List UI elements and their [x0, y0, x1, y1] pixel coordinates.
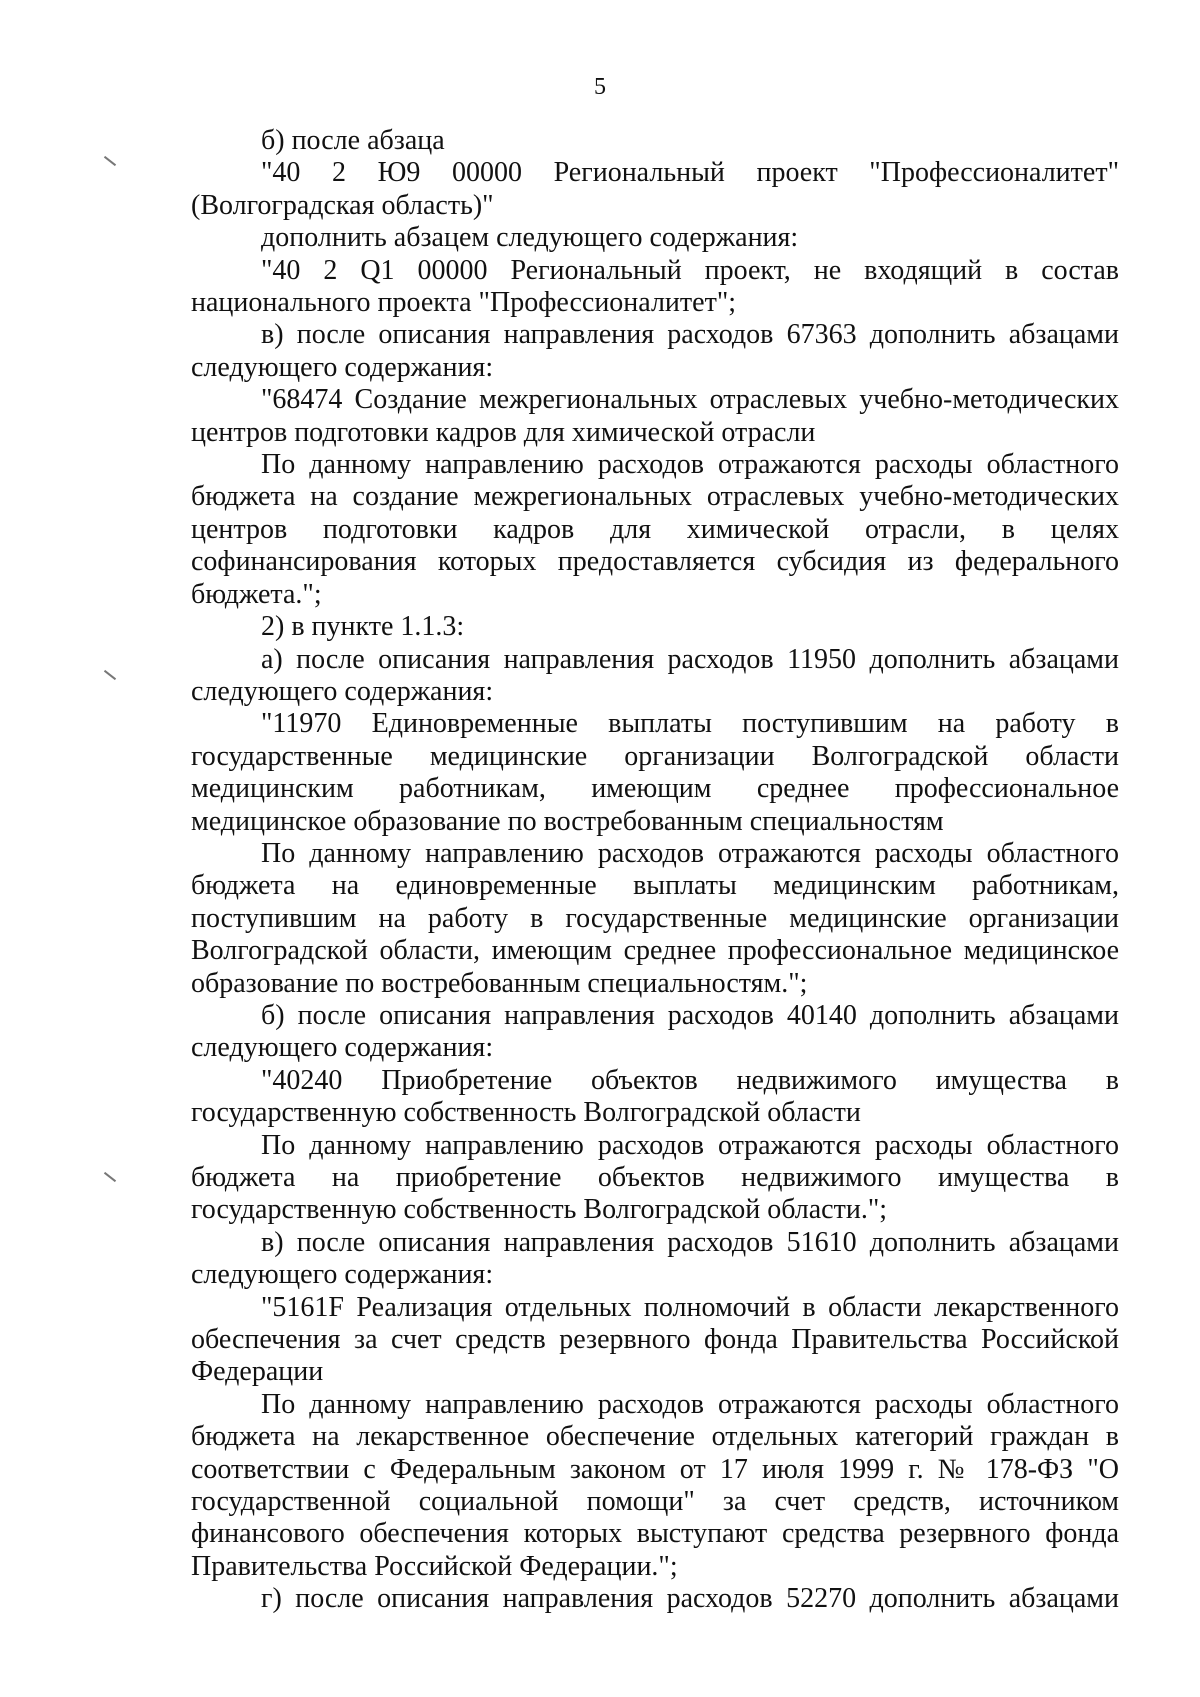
paragraph: г) после описания направления расходов 52270 дополнить абзацами [261, 1583, 1119, 1615]
paragraph: в) после описания направления расходов 51610 дополнить абзацами следующего содержания: [191, 1226, 1119, 1291]
margin-scan-mark [104, 670, 116, 680]
paragraph: "11970 Единовременные выплаты поступившим на работу в государственные медицинские организации Волгоградской области медицинским работникам, имеющим среднее профессиональное медицинское образование по востребованным специальностям [191, 708, 1119, 837]
margin-scan-mark [104, 156, 116, 166]
paragraph: По данному направлению расходов отражаются расходы областного бюджета на лекарственное обеспечение отдельных категорий граждан в соответствии с Федеральным законом от 17 июля 1999 г. № 178-ФЗ "О государственной социальной помощи" за счет средств, источником финансового обеспечения которых выступают средства резервного фонда Правительства Российской Федерации."; [191, 1388, 1119, 1582]
paragraph: По данному направлению расходов отражаются расходы областного бюджета на приобретение объектов недвижимого имущества в государственную собственность Волгоградской области."; [191, 1129, 1119, 1226]
paragraph: дополнить абзацем следующего содержания: [261, 222, 799, 254]
page-number: 5 [594, 74, 606, 100]
paragraph: "5161F Реализация отдельных полномочий в области лекарственного обеспечения за счет средств резервного фонда Правительства Российской Федерации [191, 1291, 1119, 1388]
paragraph: "40240 Приобретение объектов недвижимого имущества в государственную собственность Волгоградской области [191, 1064, 1119, 1129]
paragraph: а) после описания направления расходов 11950 дополнить абзацами следующего содержания: [191, 643, 1119, 707]
paragraph: "40 2 Q1 00000 Региональный проект, не входящий в состав национального проекта "Профессионалитет"; [191, 254, 1119, 319]
paragraph: б) после абзаца [261, 125, 445, 156]
paragraph: в) после описания направления расходов 67363 дополнить абзацами следующего содержания: [191, 319, 1119, 383]
paragraph: "40 2 Ю9 00000 Региональный проект "Профессионалитет" (Волгоградская область)" [191, 157, 1119, 221]
paragraph: 2) в пункте 1.1.3: [261, 611, 465, 643]
margin-scan-mark [104, 1172, 116, 1182]
document-body [191, 125, 1119, 1616]
paragraph: "68474 Создание межрегиональных отраслевых учебно-методических центров подготовки кадров для химической отрасли [191, 384, 1119, 448]
paragraph: По данному направлению расходов отражаются расходы областного бюджета на создание межрегиональных отраслевых учебно-методических центров подготовки кадров для химической отрасли, в целях софинансирования которых предоставляется субсидия из федерального бюджета."; [191, 449, 1119, 610]
paragraph: По данному направлению расходов отражаются расходы областного бюджета на единовременные выплаты медицинским работникам, поступившим на работу в государственные медицинские организации Волгоградской области, имеющим среднее профессиональное медицинское образование по востребованным специальностям."; [191, 837, 1119, 999]
paragraph: б) после описания направления расходов 40140 дополнить абзацами следующего содержания: [191, 999, 1119, 1064]
